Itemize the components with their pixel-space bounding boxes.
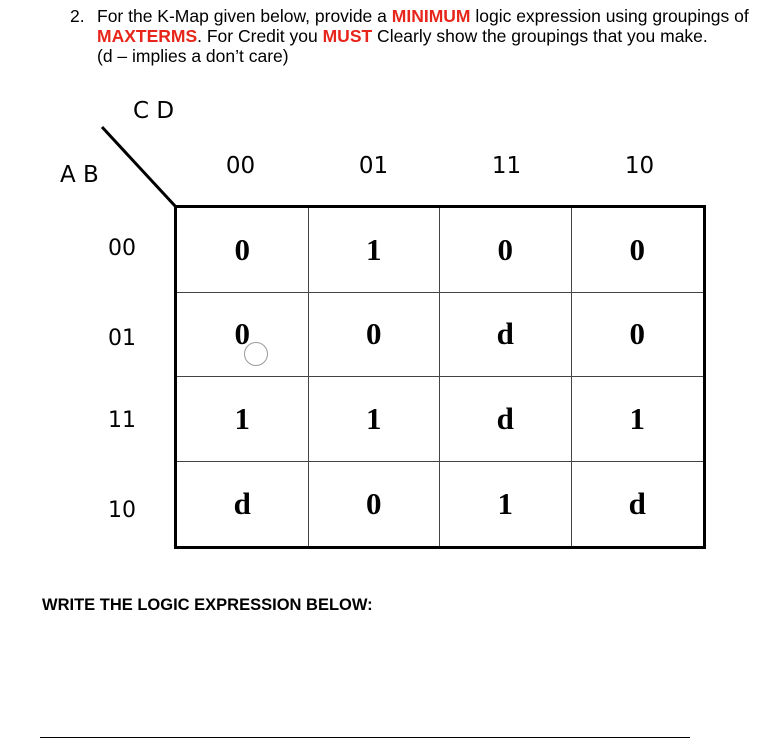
kmap-cell[interactable]: 1: [177, 377, 309, 462]
question-line-1: For the K-Map given below, provide a MINIMUM logic expression using groupings of: [97, 6, 749, 26]
kmap-cell[interactable]: d: [440, 377, 572, 462]
kmap-grid: [174, 205, 706, 549]
kmap-cell[interactable]: 0: [440, 208, 572, 293]
kmap-cell[interactable]: d: [628, 485, 646, 521]
kmap-cell[interactable]: 1: [440, 462, 572, 547]
col-header-00: 00: [225, 153, 256, 179]
answer-line[interactable]: [40, 737, 690, 738]
kmap-cell[interactable]: 0: [572, 208, 704, 293]
question-number: 2.: [70, 6, 85, 26]
question-line-3: (d – implies a don’t care): [97, 46, 289, 66]
maxterms-emphasis: MAXTERMS: [97, 26, 198, 46]
row-header-11: 11: [108, 408, 136, 433]
cursor-circle-icon: [244, 342, 268, 366]
ab-variable-label: A B: [60, 162, 99, 188]
cd-variable-label: C D: [133, 98, 175, 124]
question-line-2: MAXTERMS. For Credit you MUST Clearly show the groupings that you make.: [97, 26, 708, 46]
kmap-cell[interactable]: 0: [177, 293, 309, 378]
col-header-11: 11: [491, 153, 522, 179]
kmap-cell[interactable]: 1: [572, 377, 704, 462]
row-header-00: 00: [108, 236, 136, 261]
kmap-cell[interactable]: 0: [177, 208, 309, 293]
minimum-emphasis: MINIMUM: [391, 6, 471, 26]
row-header-01: 01: [108, 326, 136, 351]
kmap-cell[interactable]: 1: [309, 377, 441, 462]
kmap-cell[interactable]: 0: [309, 293, 441, 378]
kmap-cell[interactable]: d: [177, 462, 309, 547]
row-header-10: 10: [108, 498, 136, 523]
answer-prompt: WRITE THE LOGIC EXPRESSION BELOW:: [42, 596, 373, 614]
col-header-01: 01: [358, 153, 389, 179]
kmap-cell[interactable]: 1: [309, 208, 441, 293]
col-header-10: 10: [624, 153, 655, 179]
kmap-cell[interactable]: 0: [572, 293, 704, 378]
kmap-cell[interactable]: 0: [309, 462, 441, 547]
must-emphasis: MUST: [322, 26, 373, 46]
kmap-cell[interactable]: d: [440, 293, 572, 378]
